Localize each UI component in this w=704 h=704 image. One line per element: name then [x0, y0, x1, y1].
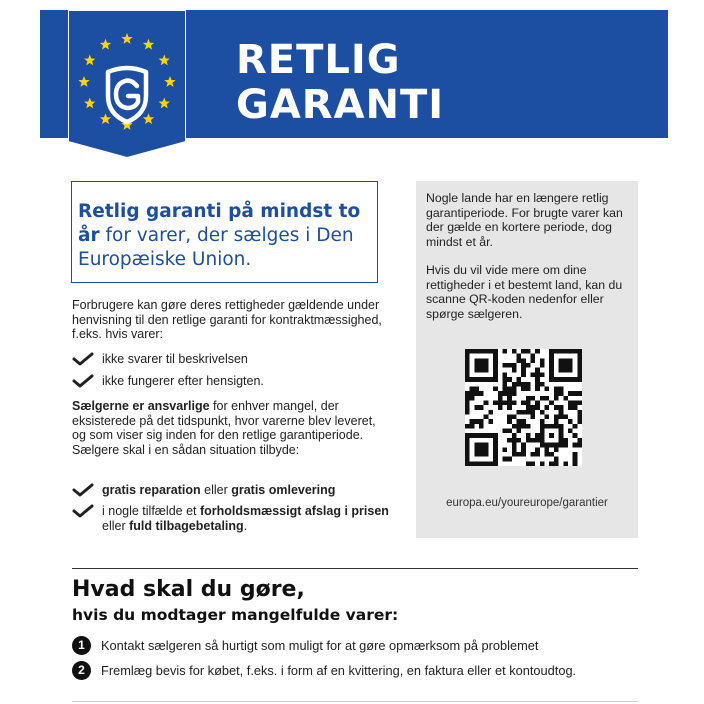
remedy-period: .	[243, 518, 248, 533]
lead-statement-box	[71, 181, 378, 283]
section-subheading: hvis du modtager mangelfulde varer:	[72, 606, 399, 624]
remedy-item	[72, 483, 392, 498]
section-heading: Hvad skal du gøre,	[72, 577, 305, 602]
remedy-price-reduction: forholdsmæssigt afslag i prisen	[199, 504, 389, 518]
step-item	[72, 636, 538, 655]
check-icon	[72, 374, 94, 388]
title-line-2: GARANTI	[236, 82, 445, 128]
remedy-prefix: i nogle tilfælde et	[102, 504, 200, 518]
check-icon	[72, 504, 94, 518]
check-icon	[72, 483, 94, 497]
remedy-text	[102, 483, 392, 498]
qr-code[interactable]	[461, 349, 586, 466]
title-line-1: RETLIG	[236, 37, 401, 83]
sidebar-paragraph-2: Hvis du vil vide mere om dine rettigheder i et bestemt land, kan du scanne QR-koden nedenfor eller spørge sælgeren.	[426, 263, 623, 321]
eu-guarantee-shield-logo	[68, 10, 186, 160]
step-number-badge: 2	[72, 661, 91, 680]
lead-rest: for varer, der sælges i Den Europæiske Union.	[78, 225, 354, 270]
remedy-replacement: gratis omlevering	[231, 483, 336, 497]
shield-icon	[68, 10, 186, 160]
sellers-bold: Sælgerne er ansvarlige	[72, 399, 210, 413]
sidebar-url[interactable]: europa.eu/youreurope/garantier	[446, 497, 608, 509]
remedy-connector: eller	[200, 483, 232, 497]
section-divider	[72, 568, 638, 569]
remedy-refund: fuld tilbagebetaling	[129, 518, 244, 533]
sidebar-paragraph-1: Nogle lande har en længere retlig garantiperiode. For brugte varer kan der gælde en kortere periode, dog mindst et år.	[426, 191, 623, 249]
bottom-divider	[72, 701, 638, 702]
intro-paragraph: Forbrugere kan gøre deres rettigheder gældende under henvisning til den retlige garanti for kontraktmæssighed, f.eks. hvis varer:	[72, 298, 382, 341]
sellers-rest: for enhver mangel, der eksisterede på det tidspunkt, hvor varerne blev leveret, og som viser sig inden for den retlige garantiperiode. Sælgere skal i en sådan situation tilbyde:	[72, 399, 376, 457]
remedy-connector: eller	[102, 518, 130, 533]
remedy-repair: gratis reparation	[102, 483, 201, 497]
remedy-text	[102, 504, 392, 533]
remedy-item	[72, 504, 392, 533]
condition-item	[72, 352, 392, 367]
condition-text: ikke svarer til beskrivelsen	[102, 352, 248, 366]
check-icon	[72, 352, 94, 366]
lead-bold: Retlig garanti på mindst to år	[78, 201, 361, 246]
step-text: Fremlæg bevis for købet, f.eks. i form af en kvittering, en faktura eller et kontoudtog.	[101, 663, 577, 678]
sellers-paragraph	[72, 399, 384, 457]
condition-item	[72, 374, 392, 389]
step-number-badge: 1	[72, 636, 91, 655]
condition-text: ikke fungerer efter hensigten.	[102, 374, 264, 388]
page-title	[236, 38, 444, 128]
step-item	[72, 661, 576, 680]
step-text: Kontakt sælgeren så hurtigt som muligt for at gøre opmærksom på problemet	[101, 638, 539, 653]
